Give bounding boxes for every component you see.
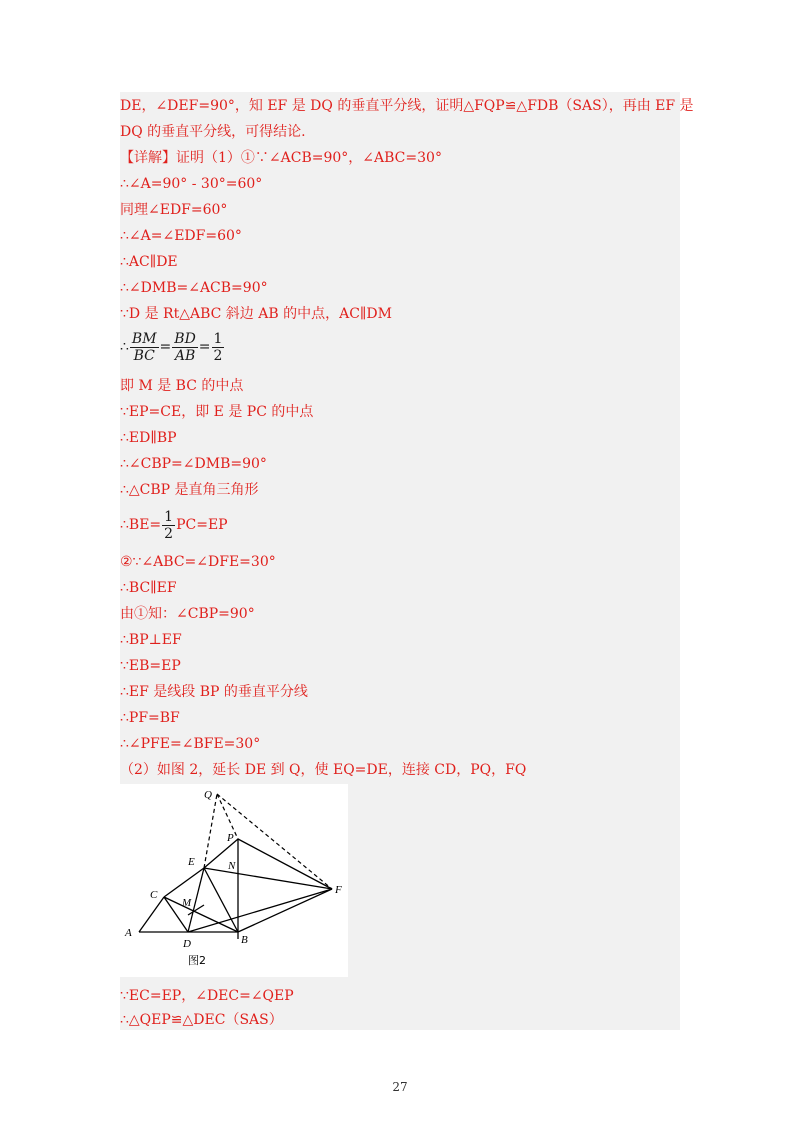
- fraction-numerator: BM: [131, 330, 157, 347]
- fraction-one-half: [212, 331, 225, 364]
- ratio-equation: [120, 328, 225, 366]
- equals-sign: =: [159, 339, 172, 355]
- text-line: ∴∠PFE=∠BFE=30°: [120, 736, 261, 752]
- fraction-numerator: BD: [174, 330, 196, 347]
- text-line: DE，∠DEF=90°，知 EF 是 DQ 的垂直平分线，证明△FQP≌△FDB（SAS），再由 EF 是: [120, 98, 694, 114]
- label-e: E: [188, 856, 195, 868]
- text-line: ∴∠DMB=∠ACB=90°: [120, 280, 268, 296]
- label-d: D: [183, 938, 191, 950]
- geometry-figure: [120, 784, 348, 977]
- segment-eq-dashed: [204, 794, 217, 868]
- text-line: 即 M 是 BC 的中点: [120, 378, 244, 394]
- fraction-bm-bc: [130, 331, 159, 364]
- text-line: 【详解】证明（1）①∵∠ACB=90°，∠ABC=30°: [120, 150, 442, 166]
- text-line: ∴∠A=90° - 30°=60°: [120, 176, 263, 192]
- text-line: ∵EB=EP: [120, 658, 181, 674]
- figure-caption: 图2: [188, 954, 206, 967]
- text-line: ∴∠CBP=∠DMB=90°: [120, 456, 267, 472]
- fraction-bd-ab: [172, 331, 198, 364]
- fraction-denominator: 2: [164, 525, 174, 542]
- text-line: （2）如图 2，延长 DE 到 Q，使 EQ=DE，连接 CD，PQ，FQ: [120, 762, 527, 778]
- fraction-numerator: 1: [213, 330, 223, 347]
- text-line: ∴EF 是线段 BP 的垂直平分线: [120, 684, 308, 700]
- label-a: A: [125, 927, 132, 939]
- fraction-one-half: [162, 509, 175, 542]
- text-line: ∴△QEP≌△DEC（SAS）: [120, 1012, 283, 1028]
- be-prefix: ∴BE=: [120, 517, 162, 533]
- fraction-denominator: BC: [133, 347, 155, 364]
- segment-bf: [238, 889, 332, 932]
- text-line: ∴PF=BF: [120, 710, 180, 726]
- segment-cb: [164, 897, 238, 932]
- figure-diagram: [120, 784, 348, 977]
- label-f: F: [335, 884, 342, 896]
- text-line: ∴ED∥BP: [120, 430, 177, 446]
- label-c: C: [150, 889, 158, 901]
- equals-sign: =: [198, 339, 211, 355]
- text-line: DQ 的垂直平分线，可得结论.: [120, 124, 306, 140]
- segment-df: [188, 889, 332, 932]
- label-n: N: [228, 860, 236, 872]
- text-line: ②∵∠ABC=∠DFE=30°: [120, 554, 276, 570]
- be-suffix: PC=EP: [176, 517, 228, 533]
- page-number: 27: [392, 1080, 408, 1094]
- label-q: Q: [204, 789, 212, 801]
- label-b: B: [241, 934, 248, 946]
- text-line: 由①知：∠CBP=90°: [120, 606, 255, 622]
- text-line: ∴△CBP 是直角三角形: [120, 482, 259, 498]
- solution-panel: [120, 92, 694, 1030]
- segment-ac: [139, 897, 164, 932]
- text-line: ∵EP=CE，即 E 是 PC 的中点: [120, 404, 314, 420]
- fraction-denominator: 2: [213, 347, 223, 364]
- label-m: M: [182, 897, 192, 909]
- text-line: ∵D 是 Rt△ABC 斜边 AB 的中点，AC∥DM: [120, 306, 392, 322]
- fraction-denominator: AB: [174, 347, 196, 364]
- text-line: ∴AC∥DE: [120, 254, 178, 270]
- fraction-numerator: 1: [164, 508, 174, 525]
- text-line: ∵EC=EP，∠DEC=∠QEP: [120, 988, 294, 1004]
- ratio-prefix: ∴: [120, 339, 129, 355]
- text-line: 同理∠EDF=60°: [120, 202, 228, 218]
- text-line: ∴∠A=∠EDF=60°: [120, 228, 242, 244]
- text-line: ∴BC∥EF: [120, 580, 177, 596]
- be-equation: [120, 506, 228, 544]
- label-p: P: [227, 832, 234, 844]
- text-line: ∴BP⊥EF: [120, 632, 182, 648]
